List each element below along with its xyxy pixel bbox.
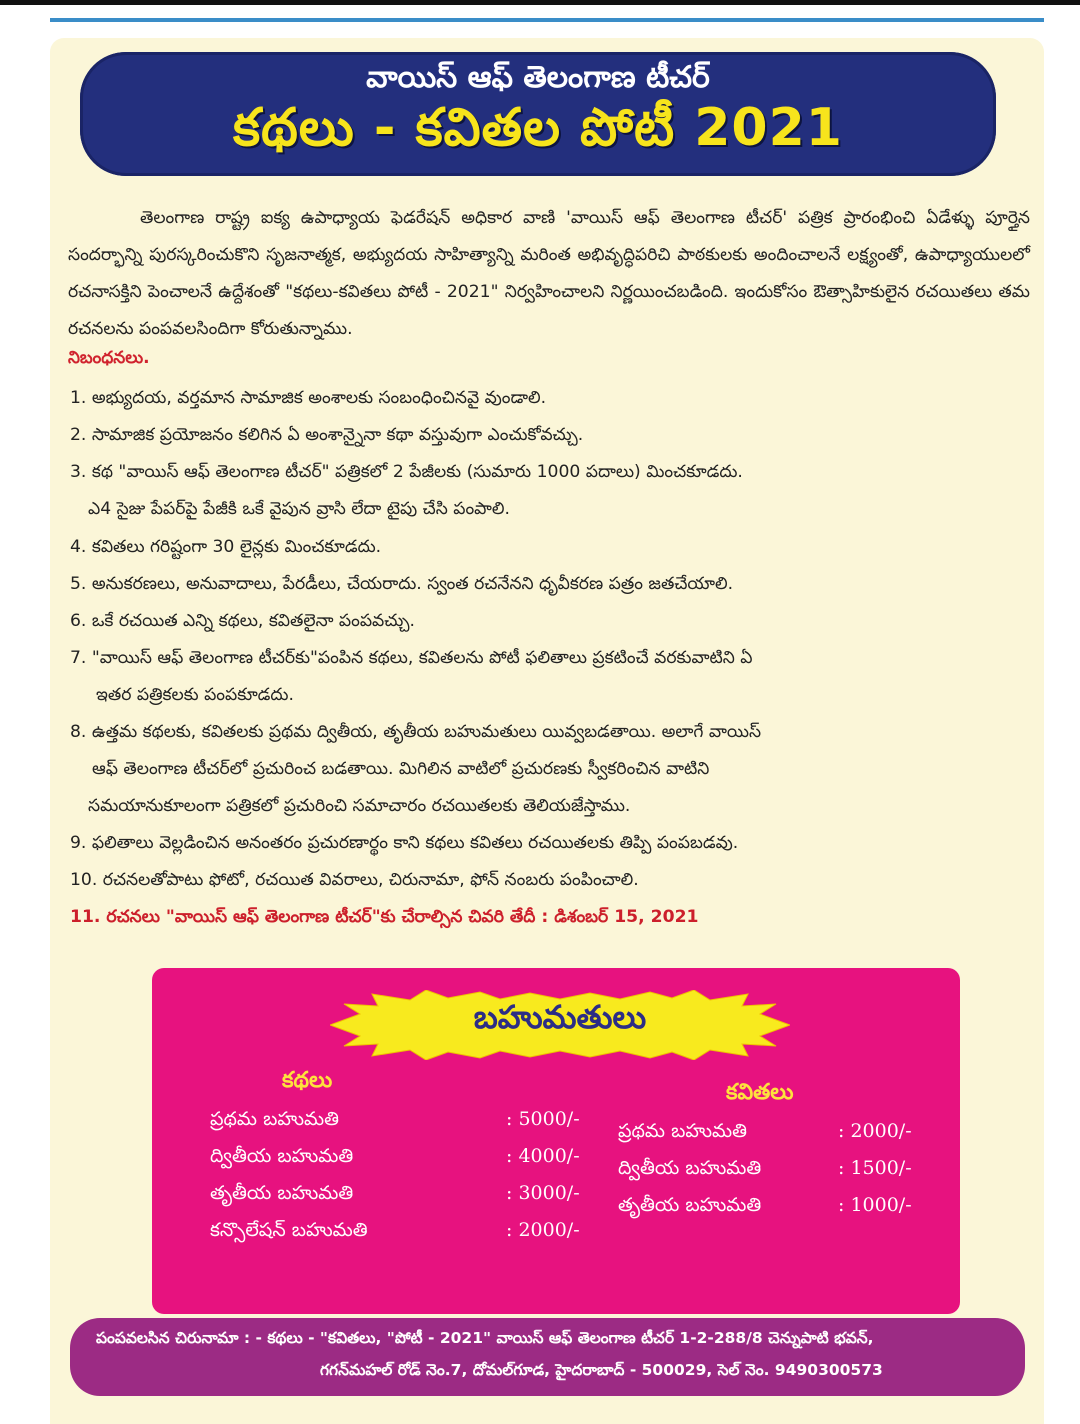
stories-prize-label: కన్సొలేషన్ బహుమతి	[210, 1219, 368, 1241]
title-banner	[80, 52, 996, 176]
poems-prize-label: తృతీయ బహుమతి	[618, 1194, 762, 1216]
poems-prize-amount: : 1000/-	[838, 1194, 912, 1216]
rule-item: 9. ఫలితాలు వెల్లడించిన అనంతరం ప్రచురణార్థం కాని కథలు కవితలు రచయితలకు తిప్పి పంపబడవు.	[70, 833, 739, 853]
status-bar-edge	[0, 0, 1080, 5]
rule-item: 6. ఒకే రచయిత ఎన్ని కథలు, కవితలైనా పంపవచ్చు.	[70, 611, 415, 631]
rule-item: 7. "వాయిస్ ఆఫ్ తెలంగాణ టీచర్‌కు"పంపిన కథలు, కవితలను పోటీ ఫలితాలు ప్రకటించే వరకువాటిని ఏ	[70, 648, 753, 668]
address-line-1: పంపవలసిన చిరునామా : - కథలు - "కవితలు, "పోటీ - 2021" వాయిస్ ఆఫ్ తెలంగాణ టీచర్ 1-2-288/8 చెన్నుపాటి భవన్,	[96, 1329, 874, 1347]
rule-item: 4. కవితలు గరిష్టంగా 30 లైన్లకు మించకూడదు.	[70, 537, 382, 557]
poems-prize-label: ద్వితీయ బహుమతి	[618, 1157, 762, 1179]
stories-prize-label: ద్వితీయ బహుమతి	[210, 1145, 354, 1167]
poems-prize-label: ప్రథమ బహుమతి	[618, 1120, 747, 1142]
stories-prize-label: ప్రథమ బహుమతి	[210, 1108, 339, 1130]
rule-item: 3. కథ "వాయిస్ ఆఫ్ తెలంగాణ టీచర్" పత్రికలో 2 పేజీలకు (సుమారు 1000 పదాలు) మించకూడదు.	[70, 462, 743, 482]
top-divider	[50, 18, 1044, 22]
rule-item-deadline: 11. రచనలు "వాయిస్ ఆఫ్ తెలంగాణ టీచర్"కు చేరాల్సిన చివరి తేదీ : డిశంబర్ 15, 2021	[70, 907, 699, 927]
rule-item: 8. ఉత్తమ కథలకు, కవితలకు ప్రథమ ద్వితీయ, తృతీయ బహుమతులు యివ్వబడతాయి. అలాగే వాయిస్	[70, 722, 762, 742]
banner-title: కథలు - కవితల పోటీ 2021	[233, 98, 843, 158]
banner-subtitle: వాయిస్ ఆఫ్ తెలంగాణ టీచర్	[366, 60, 710, 95]
stories-prize-heading: కథలు	[282, 1068, 333, 1093]
poems-prize-amount: : 2000/-	[838, 1120, 912, 1142]
stories-prize-amount: : 2000/-	[506, 1219, 580, 1241]
stories-prize-amount: : 5000/-	[506, 1108, 580, 1130]
stories-prize-amount: : 4000/-	[506, 1145, 580, 1167]
intro-paragraph: తెలంగాణ రాష్ట్ర ఐక్య ఉపాధ్యాయ ఫెడరేషన్ అధికార వాణి 'వాయిస్ ఆఫ్ తెలంగాణ టీచర్' పత్రిక ప్రారంభించి ఏడేళ్ళు పూర్తైన సందర్భాన్ని పురస్కరించుకొని సృజనాత్మక, అభ్యుదయ సాహిత్యాన్ని మరింత అభివృద్ధిపరిచి పాఠకులకు అందించాలనే లక్ష్యంతో, ఉపాధ్యాయులలో రచనాసక్తిని పెంచాలనే ఉద్దేశంతో "కథలు-కవితలు పోటీ - 2021" నిర్వహించాలని నిర్ణయించబడింది. ఇందుకోసం ఔత్సాహికులైన రచయితలు తమ రచనలను పంపవలసిందిగా కోరుతున్నాము.	[68, 208, 1030, 339]
rule-item: సమయానుకూలంగా పత్రికలో ప్రచురించి సమాచారం రచయితలకు తెలియజేస్తాము.	[88, 796, 631, 816]
rule-item: 1. అభ్యుదయ, వర్తమాన సామాజిక అంశాలకు సంబంధించినవై వుండాలి.	[70, 388, 547, 408]
rule-item: 2. సామాజిక ప్రయోజనం కలిగిన ఏ అంశాన్నైనా కథా వస్తువుగా ఎంచుకోవచ్చు.	[70, 425, 584, 445]
rule-item: 10. రచనలతోపాటు ఫోటో, రచయిత వివరాలు, చిరునామా, ఫోన్ నంబరు పంపించాలి.	[70, 870, 639, 890]
rule-item: ఆఫ్ తెలంగాణ టీచర్‌లో ప్రచురించ బడతాయి. మిగిలిన వాటిలో ప్రచురణకు స్వీకరించిన వాటిని	[92, 759, 710, 779]
rule-item: ఎ4 సైజు పేపర్‌పై పేజీకి ఒకే వైపున వ్రాసి లేదా టైపు చేసి పంపాలి.	[88, 499, 510, 519]
address-line-2: గగన్‌మహల్ రోడ్ నెం.7, దోమల్‌గూడ, హైదరాబాద్ - 500029, సెల్ నెం. 9490300573	[320, 1361, 883, 1379]
stories-prize-label: తృతీయ బహుమతి	[210, 1182, 354, 1204]
prizes-heading: బహుమతులు	[473, 998, 647, 1036]
rules-heading: నిబంధనలు.	[68, 348, 150, 368]
poems-prize-heading: కవితలు	[726, 1080, 794, 1105]
poems-prize-amount: : 1500/-	[838, 1157, 912, 1179]
rule-item: 5. అనుకరణలు, అనువాదాలు, పేరడీలు, చేయరాదు. స్వంత రచనేనని ధృవీకరణ పత్రం జతచేయాలి.	[70, 574, 734, 594]
rule-item: ఇతర పత్రికలకు పంపకూడదు.	[96, 685, 294, 705]
stories-prize-amount: : 3000/-	[506, 1182, 580, 1204]
